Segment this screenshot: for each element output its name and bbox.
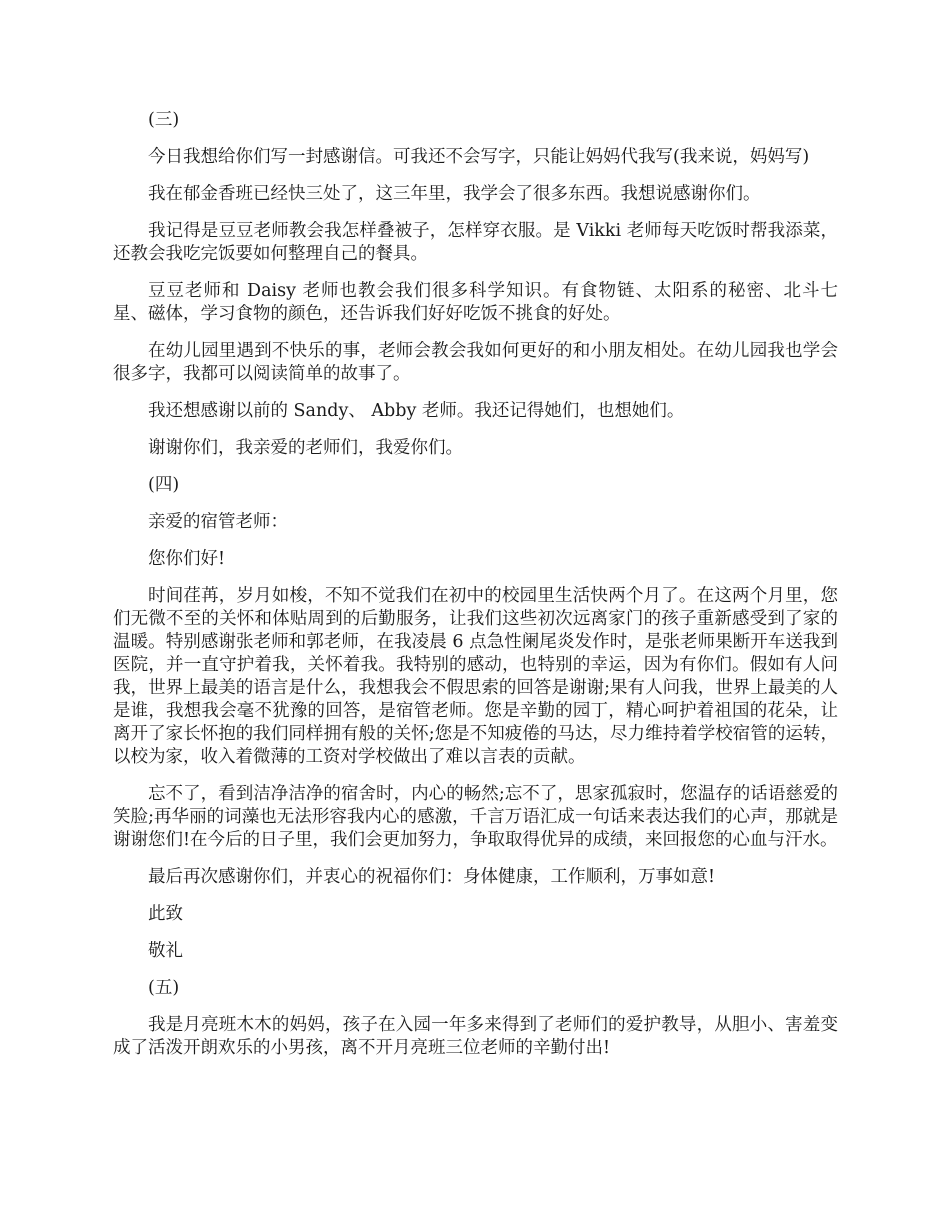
- paragraph: 今日我想给你们写一封感谢信。可我还不会写字，只能让妈妈代我写(我来说，妈妈写): [148, 147, 810, 167]
- paragraph: 豆豆老师和 Daisy 老师也教会我们很多科学知识。有食物链、太阳系的秘密、北斗七星、磁体，学习食物的颜色，还告诉我们好好吃饭不挑食的好处。: [113, 281, 838, 324]
- letter-closing: 此致: [148, 904, 183, 924]
- paragraph: 谢谢你们，我亲爱的老师们，我爱你们。: [148, 438, 463, 458]
- paragraph: 我还想感谢以前的 Sandy、 Abby 老师。我还记得她们，也想她们。: [148, 401, 685, 421]
- paragraph: 最后再次感谢你们，并衷心的祝福你们：身体健康，工作顺利，万事如意!: [148, 867, 716, 887]
- letter-salutation: 亲爱的宿管老师：: [148, 512, 288, 532]
- letter-closing: 敬礼: [148, 941, 183, 961]
- paragraph: 忘不了，看到洁净洁净的宿舍时，内心的畅然;忘不了，思家孤寂时，您温存的话语慈爱的笑脸;再华丽的词藻也无法形容我内心的感激，千言万语汇成一句话来表达我们的心声，那就是谢谢您们!在今后的日子里，我们会更加努力，争取取得优异的成绩，来回报您的心血与汗水。: [113, 784, 838, 850]
- paragraph: 我在郁金香班已经快三处了，这三年里，我学会了很多东西。我想说感谢你们。: [148, 184, 761, 204]
- paragraph: 时间荏苒，岁月如梭，不知不觉我们在初中的校园里生活快两个月了。在这两个月里，您们无微不至的关怀和体贴周到的后勤服务，让我们这些初次远离家门的孩子重新感受到了家的温暖。特别感谢张老师和郭老师，在我凌晨 6 点急性阑尾炎发作时，是张老师果断开车送我到医院，并一直守护着我，关怀着我。我特别的感动，也特别的幸运，因为有你们。假如有人问我，世界上最美的语言是什么，我想我会不假思索的回答是谢谢;果有人问我，世界上最美的人是谁，我想我会毫不犹豫的回答，是宿管老师。您是辛勤的园丁，精心呵护着祖国的花朵，让离开了家长怀抱的我们同样拥有般的关怀;您是不知疲倦的马达，尽力维持着学校宿管的运转，以校为家，收入着微薄的工资对学校做出了难以言表的贡献。: [113, 586, 838, 767]
- paragraph: 我是月亮班木木的妈妈，孩子在入园一年多来得到了老师们的爱护教导，从胆小、害羞变成了活泼开朗欢乐的小男孩，离不开月亮班三位老师的辛勤付出!: [113, 1015, 838, 1058]
- paragraph: 我记得是豆豆老师教会我怎样叠被子，怎样穿衣服。是 Vikki 老师每天吃饭时帮我添菜，还教会我吃完饭要如何整理自己的餐具。: [113, 221, 838, 264]
- section-heading-4: (四): [148, 475, 180, 495]
- document-body: [113, 109, 838, 1074]
- section-heading-5: (五): [148, 978, 180, 998]
- section-heading-3: (三): [148, 110, 180, 130]
- paragraph: 在幼儿园里遇到不快乐的事，老师会教会我如何更好的和小朋友相处。在幼儿园我也学会很多字，我都可以阅读简单的故事了。: [113, 341, 838, 384]
- letter-greeting: 您你们好!: [148, 549, 226, 569]
